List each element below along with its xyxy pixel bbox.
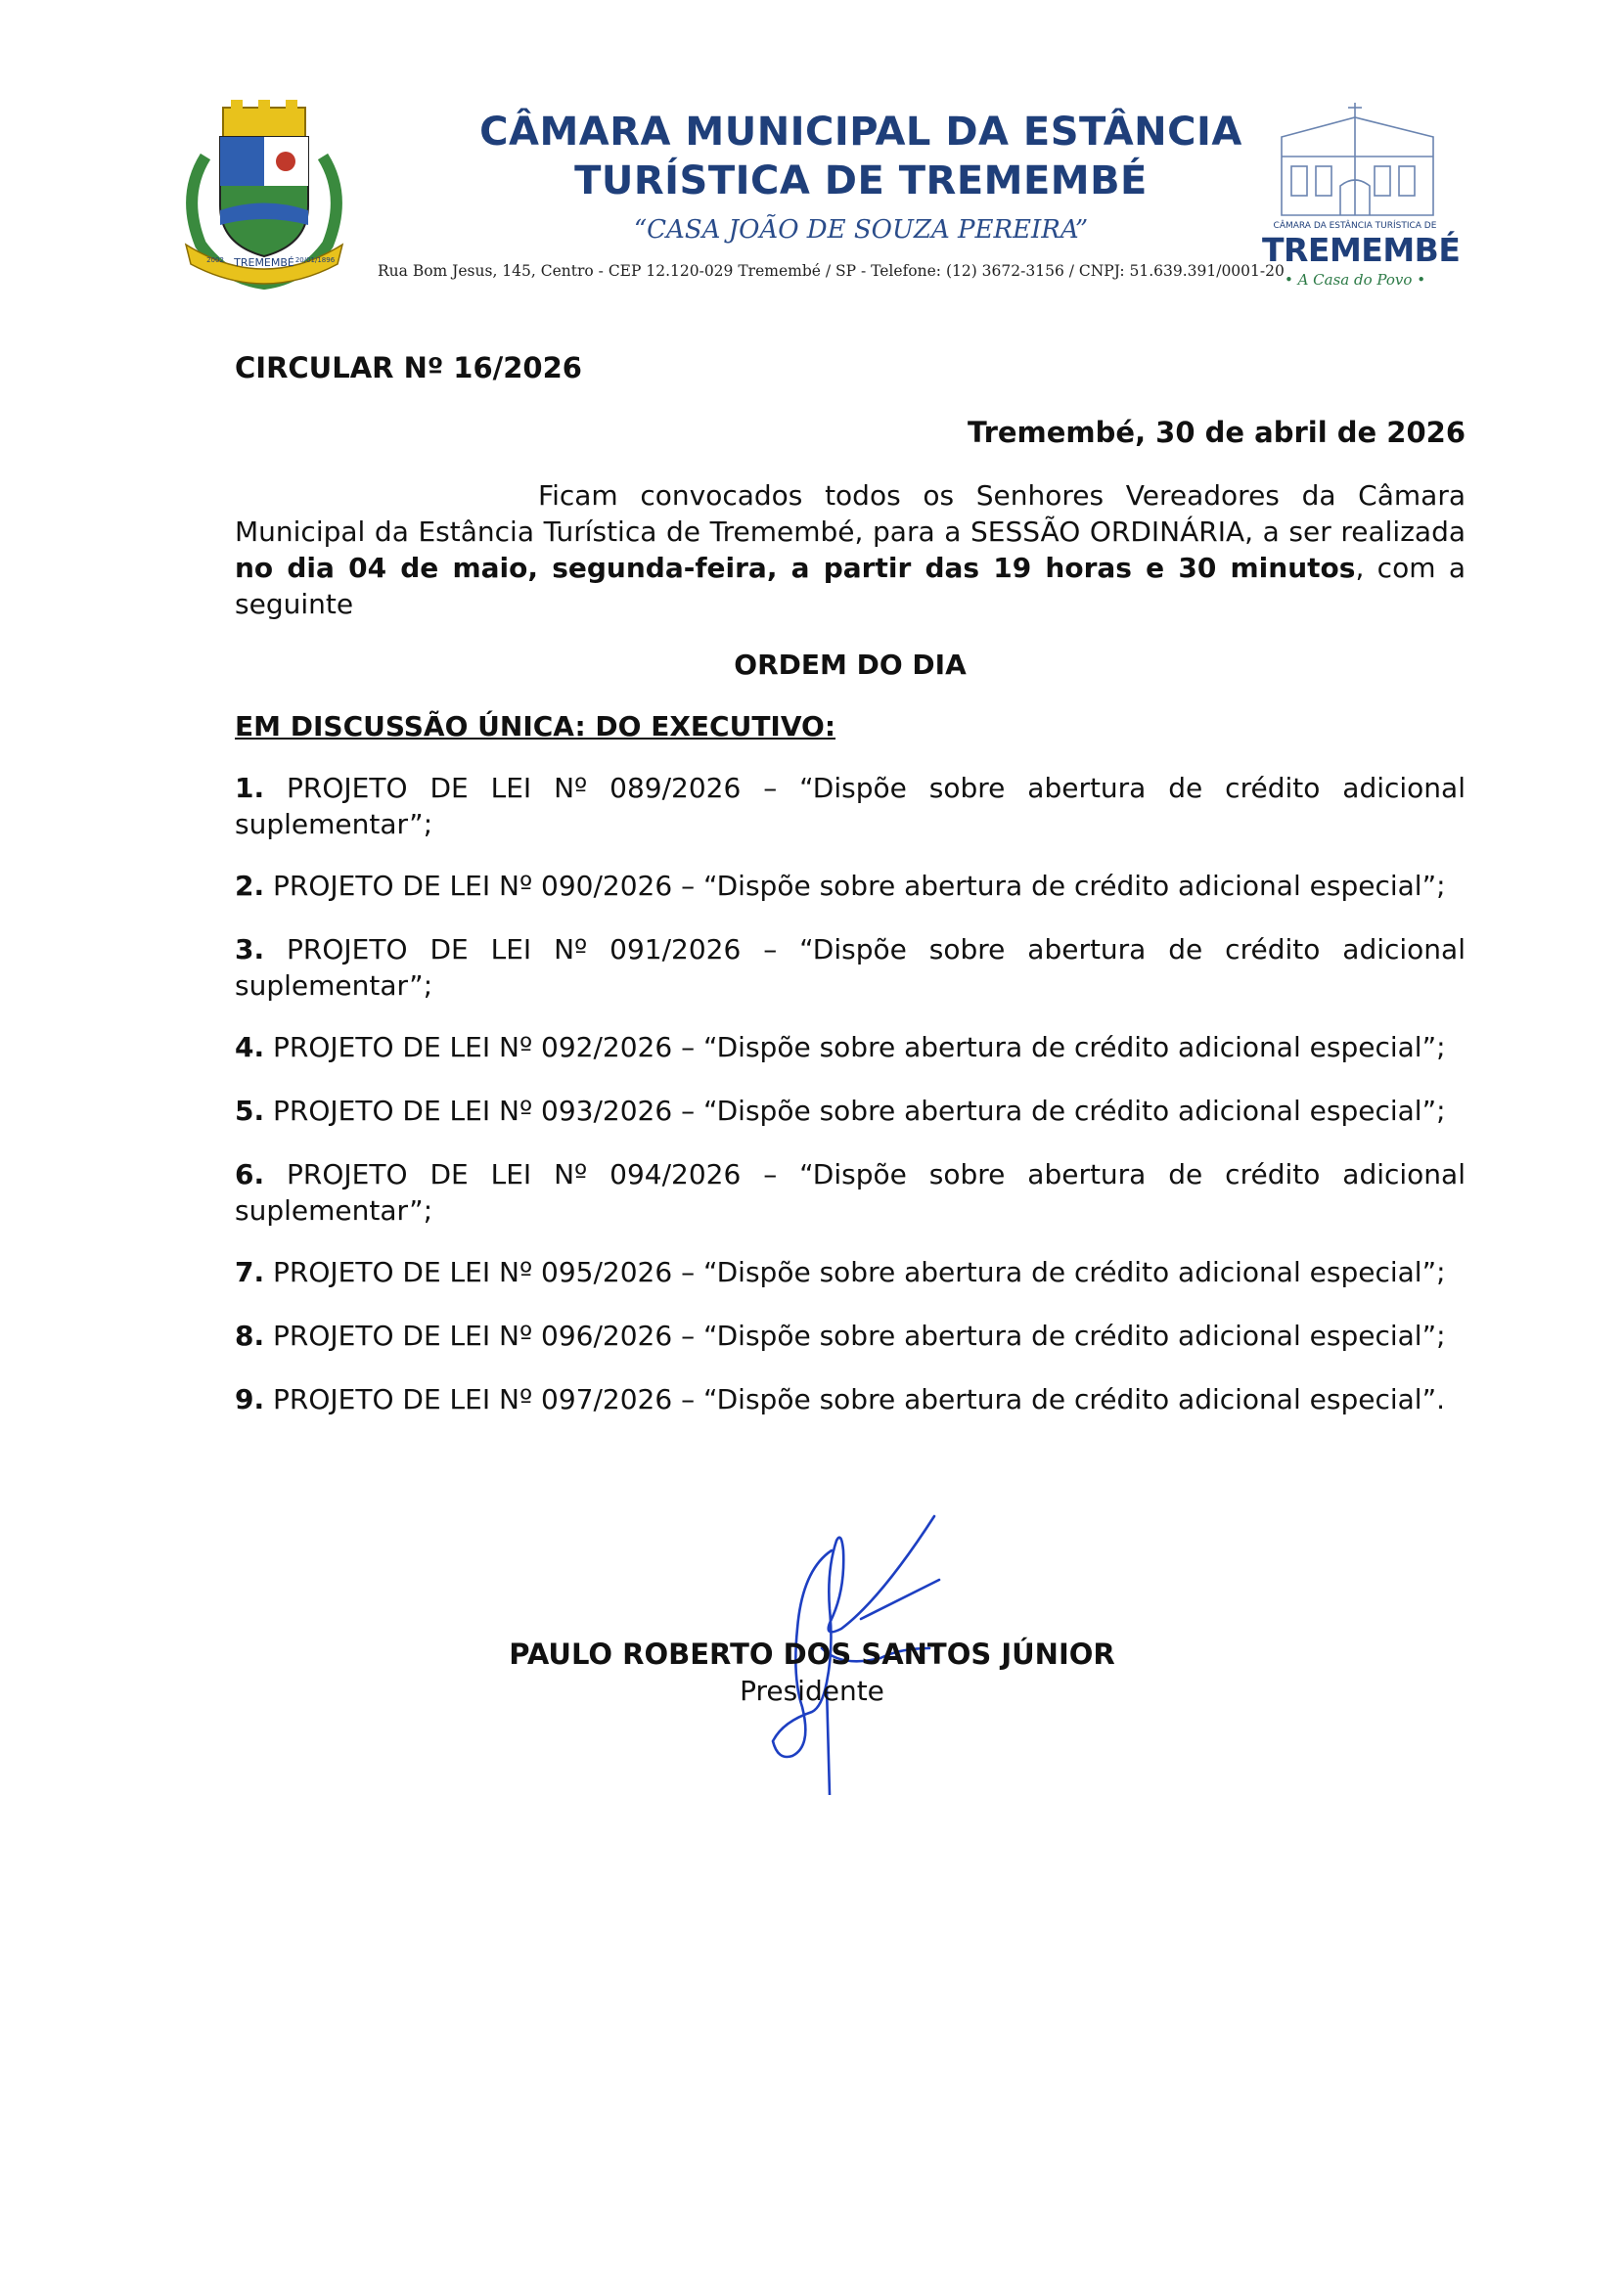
building-icon [1262,98,1448,220]
item-number: 1. [235,772,265,804]
crest-banner-text: TREMEMBÉ [234,256,294,269]
list-item [235,1093,1466,1129]
item-text: PROJETO DE LEI Nº 091/2026 – “Dispõe sobre abertura de crédito adicional suplementar”; [235,933,1466,1002]
item-number: 3. [235,933,265,965]
list-item [235,931,1466,1004]
list-item [235,1318,1466,1354]
signatory-role: Presidente [740,1675,884,1707]
list-item [235,1381,1466,1417]
crest-year-right: 2002 [206,256,224,264]
intro-bold: no dia 04 de maio, segunda-feira, a partir das 19 horas e 30 minutos [235,552,1356,584]
item-number: 7. [235,1256,265,1288]
intro-part2: , com a seguinte [235,552,1466,620]
item-number: 2. [235,870,265,902]
item-text: PROJETO DE LEI Nº 089/2026 – “Dispõe sobre abertura de crédito adicional suplementar”; [235,772,1466,840]
camara-logo [1262,98,1461,293]
item-text: PROJETO DE LEI Nº 096/2026 – “Dispõe sobre abertura de crédito adicional especial”; [273,1320,1446,1352]
item-text: PROJETO DE LEI Nº 092/2026 – “Dispõe sobre abertura de crédito adicional especial”; [273,1031,1446,1063]
institution-address: Rua Bom Jesus, 145, Centro - CEP 12.120-029 Tremembé / SP - Telefone: (12) 3672-3156 / CNPJ: 51.639.391/0001-20 [378,262,1285,280]
signatory-name: PAULO ROBERTO DOS SANTOS JÚNIOR [509,1638,1115,1671]
item-text: PROJETO DE LEI Nº 094/2026 – “Dispõe sobre abertura de crédito adicional suplementar”; [235,1158,1466,1227]
item-text: PROJETO DE LEI Nº 097/2026 – “Dispõe sobre abertura de crédito adicional especial”. [273,1383,1445,1415]
item-text: PROJETO DE LEI Nº 095/2026 – “Dispõe sobre abertura de crédito adicional especial”; [273,1256,1446,1288]
list-item [235,1254,1466,1290]
institution-title-line1: CÂMARA MUNICIPAL DA ESTÂNCIA [479,110,1242,155]
institution-title-line2: TURÍSTICA DE TREMEMBÉ [574,158,1148,203]
item-text: PROJETO DE LEI Nº 090/2026 – “Dispõe sobre abertura de crédito adicional especial”; [273,870,1446,902]
crest-year-left: 20/01/1896 [294,256,336,264]
intro-paragraph [235,477,1466,622]
section-title: EM DISCUSSÃO ÚNICA: DO EXECUTIVO: [235,710,836,742]
item-number: 4. [235,1031,265,1063]
item-number: 6. [235,1158,265,1190]
item-number: 9. [235,1383,265,1415]
list-item [235,868,1466,904]
institution-heading [372,108,1350,245]
institution-subtitle: “CASA JOÃO DE SOUZA PEREIRA” [633,215,1089,245]
list-item [235,1029,1466,1065]
item-number: 5. [235,1095,265,1127]
date-line: Tremembé, 30 de abril de 2026 [967,416,1466,449]
item-text: PROJETO DE LEI Nº 093/2026 – “Dispõe sobre abertura de crédito adicional especial”; [273,1095,1446,1127]
circular-number: CIRCULAR Nº 16/2026 [235,351,582,384]
logo-big-text: TREMEMBÉ [1262,231,1461,269]
logo-small-text: CÂMARA DA ESTÂNCIA TURÍSTICA DE [1273,221,1437,231]
list-item [235,1156,1466,1229]
ordem-do-dia-title: ORDEM DO DIA [734,649,967,681]
intro-part1: Ficam convocados todos os Senhores Vereadores da Câmara Municipal da Estância Turística de Tremembé, para a SESSÃO ORDINÁRIA, a ser realizada [235,479,1466,548]
municipal-crest-icon [176,98,352,293]
item-number: 8. [235,1320,265,1352]
list-item [235,770,1466,842]
logo-tagline: • A Casa do Povo • [1284,271,1426,289]
